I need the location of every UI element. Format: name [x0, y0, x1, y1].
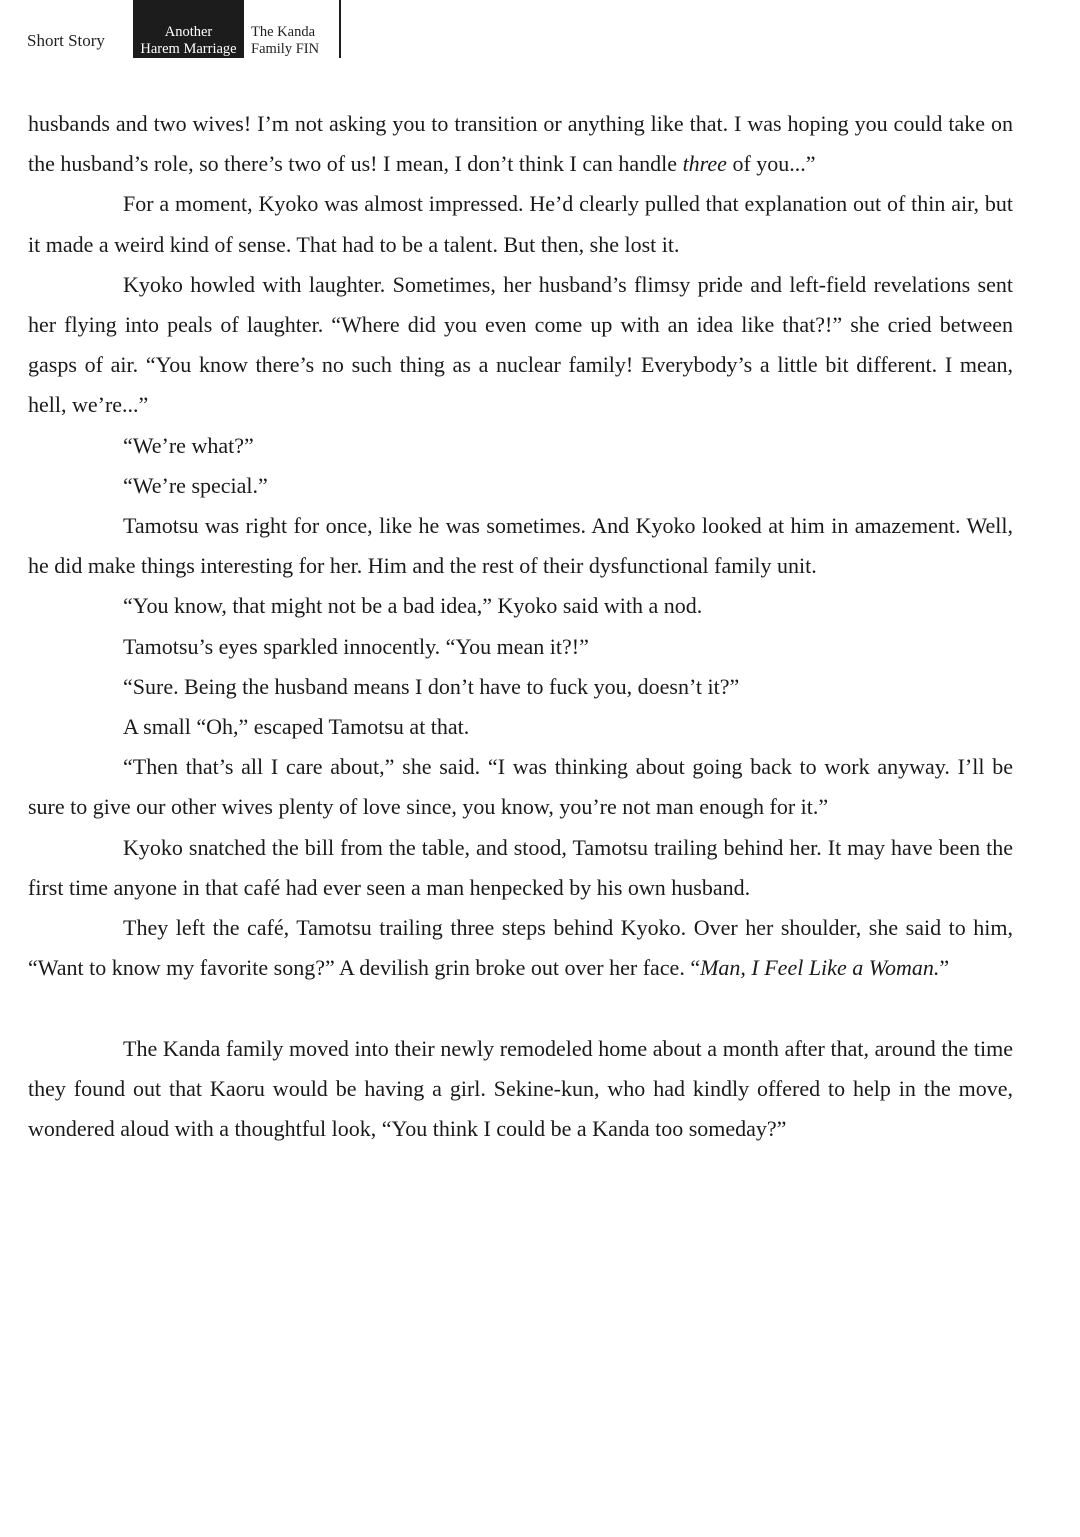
- chapter-title: [251, 24, 319, 58]
- paragraph-2: For a moment, Kyoko was almost impressed. He’d clearly pulled that explanation out of thin air, but it made a weird kind of sense. That had to be a talent. But then, she lost it.: [28, 191, 1013, 257]
- song-title: Man, I Feel Like a Woman.: [700, 955, 940, 981]
- paragraph-11: “Then that’s all I care about,” she said. “I was thinking about going back to work anyway. I’ll be sure to give our other wives plenty of love since, you know, you’re not man enough for it.”: [28, 754, 1013, 820]
- story-title-line2: Harem Marriage: [140, 41, 237, 57]
- story-title-box: [133, 0, 244, 58]
- paragraph-9: “Sure. Being the husband means I don’t have to fuck you, doesn’t it?”: [123, 673, 740, 699]
- paragraph-1: husbands and two wives! I’m not asking you to transition or anything like that. I was hoping you could take on the husband’s role, so there’s two of us! I mean, I don’t think I can handle three of you...”: [28, 111, 1013, 177]
- paragraph-8: Tamotsu’s eyes sparkled innocently. “You mean it?!”: [123, 633, 589, 659]
- chapter-title-line2: Family FIN: [251, 41, 320, 57]
- page-header: [0, 0, 1080, 60]
- section-label: Short Story: [27, 31, 105, 50]
- paragraph-13: They left the café, Tamotsu trailing three steps behind Kyoko. Over her shoulder, she said to him, “Want to know my favorite song?” A devilish grin broke out over her face. “Man, I Feel Like a Woman.”: [28, 915, 1013, 981]
- story-title-line1: Another: [164, 24, 213, 40]
- paragraph-6: Tamotsu was right for once, like he was sometimes. And Kyoko looked at him in amazement. Well, he did make things interesting for her. Him and the rest of their dysfunctional family unit.: [28, 513, 1013, 579]
- paragraph-3: Kyoko howled with laughter. Sometimes, her husband’s flimsy pride and left-field revelations sent her flying into peals of laughter. “Where did you even come up with an idea like that?!” she cried between gasps of air. “You know there’s no such thing as a nuclear family! Everybody’s a little bit different. I mean, hell, we’re...”: [28, 271, 1013, 418]
- paragraph-12: Kyoko snatched the bill from the table, and stood, Tamotsu trailing behind her. It may have been the first time anyone in that café had ever seen a man henpecked by his own husband.: [28, 834, 1013, 900]
- paragraph-5: “We’re special.”: [123, 472, 268, 498]
- header-divider: [339, 0, 341, 58]
- paragraph-7: “You know, that might not be a bad idea,” Kyoko said with a nod.: [123, 593, 703, 619]
- story-text: [28, 104, 1013, 1149]
- paragraph-14: The Kanda family moved into their newly remodeled home about a month after that, around the time they found out that Kaoru would be having a girl. Sekine-kun, who had kindly offered to help in the move, wondered aloud with a thoughtful look, “You think I could be a Kanda too someday?”: [28, 1035, 1013, 1142]
- paragraph-10: A small “Oh,” escaped Tamotsu at that.: [123, 714, 470, 740]
- paragraph-4: “We’re what?”: [123, 432, 254, 458]
- chapter-title-line1: The Kanda: [251, 24, 316, 40]
- emphasis: three: [682, 151, 727, 177]
